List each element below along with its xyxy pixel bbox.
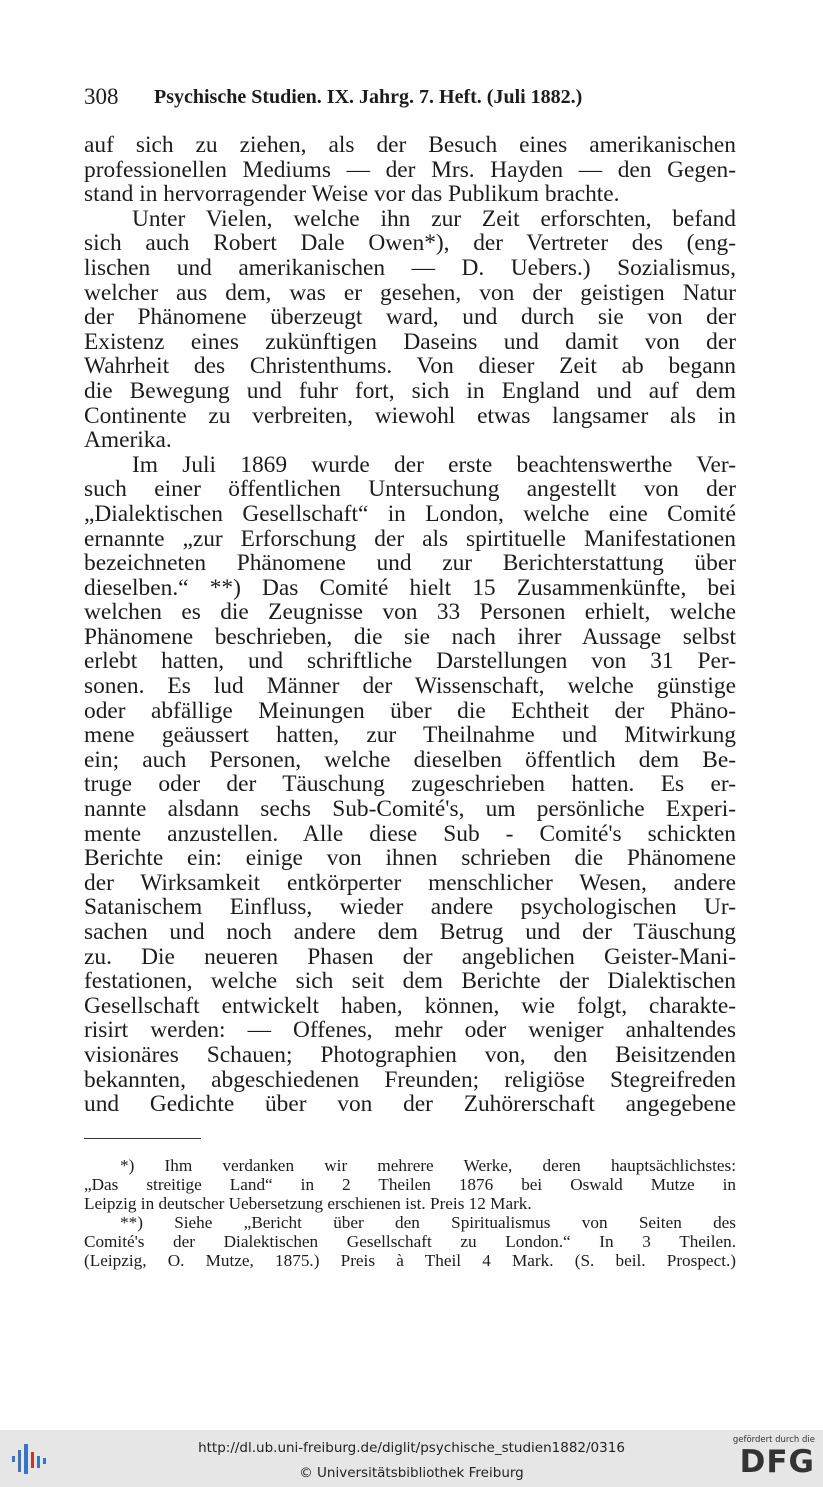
text-line: auf sich zu ziehen, als der Besuch eines amerikanischen — [84, 132, 736, 158]
page-number: 308 — [84, 84, 119, 109]
text-line: nannte alsdann sechs Sub-Comité's, um persönliche Experi- — [84, 796, 736, 823]
text-line: ernannte „zur Erforschung der als spirtituelle Manifestationen — [84, 525, 736, 552]
footnotes — [84, 1156, 736, 1270]
text-line: Im Juli 1869 wurde der erste beachtenswerthe Ver- — [132, 451, 736, 478]
text-line: Amerika. — [84, 427, 172, 454]
text-line: mene geäussert hatten, zur Theilnahme und Mitwirkung — [84, 722, 736, 749]
text-line: Continente zu verbreiten, wiewohl etwas langsamer als in — [84, 402, 736, 429]
text-line: und Gedichte über von der Zuhörerschaft angegebene — [84, 1091, 736, 1118]
text-line: risirt werden: — Offenes, mehr oder weniger anhaltendes — [84, 1017, 736, 1044]
text-line: Phänomene beschrieben, die sie nach ihrer Aussage selbst — [84, 623, 736, 650]
text-line: Unter Vielen, welche ihn zur Zeit erforschten, befand — [132, 205, 736, 232]
text-line: zu. Die neueren Phasen der angeblichen Geister-Mani- — [84, 943, 736, 970]
text-line: der Wirksamkeit entkörperter menschlicher Wesen, andere — [84, 869, 736, 896]
footnote-line: Comité's der Dialektischen Gesellschaft zu London.“ In 3 Theilen. — [84, 1232, 736, 1251]
footnote-line: Leipzig in deutscher Uebersetzung erschienen ist. Preis 12 Mark. — [84, 1194, 532, 1213]
text-line: Berichte ein: einige von ihnen schrieben die Phänomene — [84, 845, 736, 872]
text-line: ein; auch Personen, welche dieselben öffentlich dem Be- — [84, 746, 736, 773]
running-header — [84, 84, 736, 112]
copyright-notice: © Universitätsbibliothek Freiburg — [299, 1465, 524, 1481]
text-line: lischen und amerikanischen — D. Uebers.) Sozialismus, — [84, 254, 736, 281]
text-line: mente anzustellen. Alle diese Sub - Comité's schickten — [84, 820, 736, 847]
source-url-link[interactable]: http://dl.ub.uni-freiburg.de/diglit/psychische_studien1882/0316 — [198, 1440, 625, 1456]
footnote-separator — [84, 1138, 201, 1139]
text-line: sachen und noch andere dem Betrug und der Täuschung — [84, 919, 736, 945]
text-line: Wahrheit des Christenthums. Von dieser Zeit ab begann — [84, 353, 736, 380]
body-text — [84, 133, 736, 1117]
text-line: Satanischem Einfluss, wieder andere psychologischen Ur- — [84, 894, 736, 921]
viewer-footer — [0, 1430, 823, 1487]
footnote-line: **) Siehe „Bericht über den Spiritualismus von Seiten des — [120, 1213, 736, 1232]
running-title: Psychische Studien. IX. Jahrg. 7. Heft. (Juli 1882.) — [154, 86, 583, 108]
text-line: bezeichneten Phänomene und zur Berichterstattung über — [84, 550, 736, 577]
footnote-line: (Leipzig, O. Mutze, 1875.) Preis à Theil 4 Mark. (S. beil. Prospect.) — [84, 1251, 736, 1270]
text-line: such einer öffentlichen Untersuchung angestellt von der — [84, 476, 736, 503]
text-line: Existenz eines zukünftigen Daseins und damit von der — [84, 328, 736, 355]
text-line: festationen, welche sich seit dem Berichte der Dialektischen — [84, 968, 736, 995]
funder-note: gefördert durch die — [732, 1435, 815, 1445]
text-line: professionellen Mediums — der Mrs. Hayden — den Gegen- — [84, 156, 736, 183]
text-line: welchen es die Zeugnisse von 33 Personen erhielt, welche — [84, 599, 736, 626]
text-line: visionäres Schauen; Photographien von, den Beisitzenden — [84, 1041, 736, 1068]
text-line: „Dialektischen Gesellschaft“ in London, welche eine Comité — [84, 500, 736, 527]
footnote-line: „Das streitige Land“ in 2 Theilen 1876 bei Oswald Mutze in — [84, 1175, 736, 1194]
text-line: oder abfällige Meinungen über die Echtheit der Phäno- — [84, 697, 736, 724]
text-line: truge oder der Täuschung zugeschrieben hatten. Es er- — [84, 771, 736, 798]
text-line: welcher aus dem, was er gesehen, von der geistigen Natur — [84, 279, 736, 306]
text-line: Gesellschaft entwickelt haben, können, wie folgt, charakte- — [84, 992, 736, 1019]
text-line: sich auch Robert Dale Owen*), der Vertreter des (eng- — [84, 230, 736, 257]
text-line: sonen. Es lud Männer der Wissenschaft, welche günstige — [84, 673, 736, 700]
text-line: dieselben.“ **) Das Comité hielt 15 Zusammenkünfte, bei — [84, 574, 736, 601]
text-line: bekannten, abgeschiedenen Freunden; religiöse Stegreifreden — [84, 1066, 736, 1093]
footnote-line: *) Ihm verdanken wir mehrere Werke, deren hauptsächlichstes: — [120, 1156, 736, 1175]
text-line: stand in hervorragender Weise vor das Publikum brachte. — [84, 181, 620, 208]
text-line: die Bewegung und fuhr fort, sich in England und auf dem — [84, 377, 736, 404]
funder-logo — [723, 1435, 815, 1483]
text-line: der Phänomene überzeugt ward, und durch sie von der — [84, 304, 736, 331]
text-line: erlebt hatten, und schriftliche Darstellungen von 31 Per- — [84, 648, 736, 675]
dfg-logo-icon: DFG — [739, 1444, 815, 1480]
